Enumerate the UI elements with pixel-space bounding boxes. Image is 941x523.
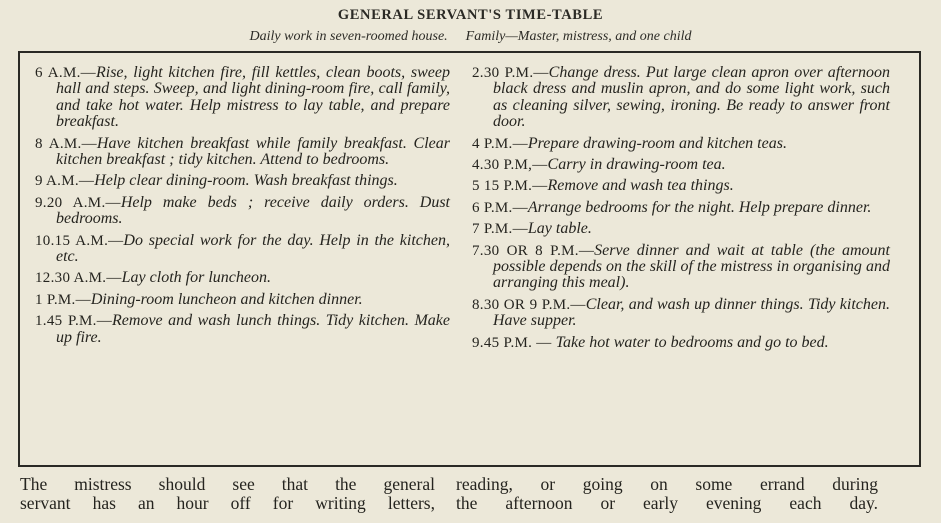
timetable-entry [472,178,890,194]
entry-time: 8 A.M.— [35,135,97,152]
page-subtitle [0,29,941,45]
subtitle-family: Family—Master, mistress, and one child [465,29,692,44]
entry-task: Change dress. Put large clean apron over afternoon black dress and muslin apron, and do some light work, such as cleaning silver, sewing, ironing. Be ready to answer front door. [493,64,890,131]
entry-time: 7 P.M.— [472,221,528,238]
entry-time: 4.30 P.M,— [472,157,548,174]
entry-task: Lay table. [527,220,592,238]
timetable-entry [472,136,890,152]
body-line: The mistress should see that the general [20,474,435,494]
timetable-entry [35,65,450,131]
timetable-entry [472,335,890,351]
body-paragraph-right [456,475,878,513]
entry-time: 2.30 P.M.— [472,65,549,81]
entry-task: Have kitchen breakfast while family breakfast. Clear kitchen breakfast ; tidy kitchen. Attend to bedrooms. [56,134,450,169]
timetable-entry [35,270,450,286]
entry-time: 9.45 P.M. — [472,334,556,351]
entry-time: 1.45 P.M.— [35,313,113,330]
entry-time: 9.20 A.M.— [35,194,121,211]
entry-task: Rise, light kitchen fire, fill kettles, clean boots, sweep hall and steps. Sweep, and light dining-room fire, call family, and take hot water. Help mistress to lay table, and prepare breakfast. [56,64,450,131]
timetable-entry [472,297,890,330]
entry-task: Help clear dining-room. Wash breakfast things. [94,172,398,190]
entry-time: 10.15 A.M.— [35,232,124,249]
entry-task: Arrange bedrooms for the night. Help prepare dinner. [527,198,872,216]
timetable-entry [472,200,890,216]
body-line: servant has an hour off for writing letters, [20,493,435,513]
entry-time: 5 15 P.M.— [472,178,548,195]
timetable-box [18,51,921,467]
entry-time: 6 P.M.— [472,199,528,216]
timetable-entry [472,157,890,173]
entry-task: Help make beds ; receive daily orders. Dust bedrooms. [56,193,451,228]
timetable-entry [35,313,450,346]
entry-task: Remove and wash lunch things. Tidy kitchen. Make up fire. [56,312,450,346]
page-title: GENERAL SERVANT'S TIME-TABLE [337,7,604,23]
body-line: the afternoon or early evening each day. [456,493,878,513]
entry-time: 12.30 A.M.— [35,270,122,287]
entry-task: Remove and wash tea things. [547,177,734,195]
timetable-entry [35,233,450,266]
entry-time: 4 P.M.— [472,135,528,152]
entry-task: Carry in drawing-room tea. [547,156,726,174]
timetable-entry [472,65,890,131]
entry-task: Take hot water to bedrooms and go to bed. [555,333,829,351]
timetable-entry [35,292,450,308]
timetable-entry [472,243,890,292]
entry-task: Lay cloth for luncheon. [121,269,271,287]
entry-time: 6 A.M.— [35,65,96,81]
entry-task: Prepare drawing-room and kitchen teas. [527,134,787,152]
timetable-entry [35,136,450,169]
timetable-right-column [472,65,890,356]
timetable-left-column [35,65,450,351]
timetable-entry [35,195,450,228]
entry-time: 1 P.M.— [35,291,91,308]
entry-time: 8.30 OR 9 P.M.— [472,296,586,313]
entry-task: Clear, and wash up dinner things. Tidy kitchen. Have supper. [493,295,890,330]
body-line: reading, or going on some errand during [456,474,878,494]
body-paragraph-left [20,475,435,513]
timetable-entry [35,173,450,189]
entry-time: 9 A.M.— [35,173,95,190]
subtitle-house: Daily work in seven-roomed house. [249,29,448,44]
entry-task: Do special work for the day. Help in the kitchen, etc. [56,231,450,266]
entry-task: Serve dinner and wait at table (the amount possible depends on the skill of the mistress in organising and arranging this meal). [493,241,890,292]
entry-time: 7.30 OR 8 P.M.— [472,242,595,259]
entry-task: Dining-room luncheon and kitchen dinner. [90,290,363,308]
timetable-entry [472,221,890,237]
